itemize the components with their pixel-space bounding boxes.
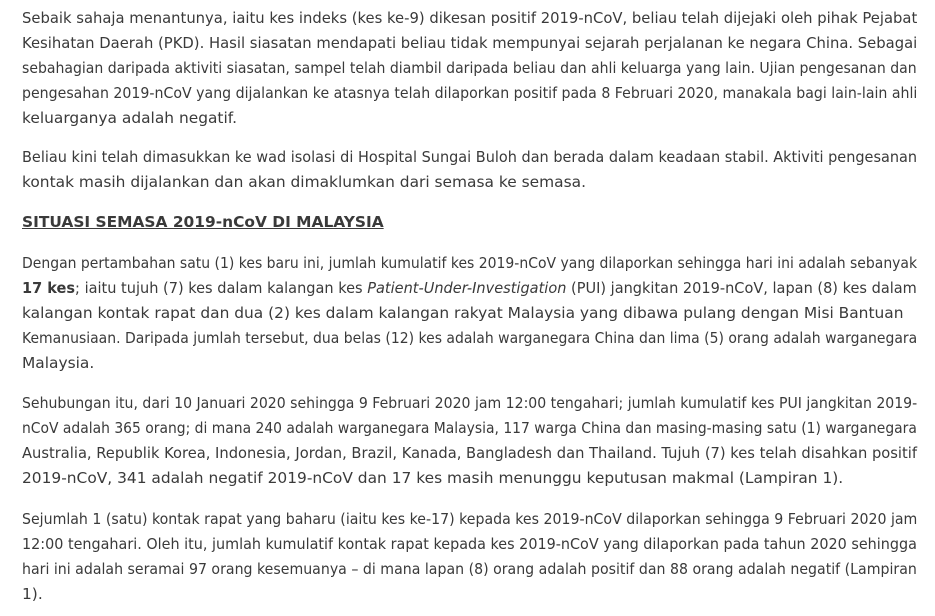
paragraph-pui-summary bbox=[22, 391, 922, 491]
text-line: 2019-nCoV, 341 adalah negatif 2019-nCoV dan 17 kes masih menunggu keputusan makmal (Lampiran 1). bbox=[22, 469, 844, 487]
section-heading-text: SITUASI SEMASA 2019-nCoV DI MALAYSIA bbox=[22, 213, 384, 231]
text-line: nCoV adalah 365 orang; di mana 240 adalah warganegara Malaysia, 117 warga China dan masing-masing satu (1) warganegara bbox=[22, 419, 917, 437]
text-line: Kesihatan Daerah (PKD). Hasil siasatan mendapati beliau tidak mempunyai sejarah perjalanan ke negara China. Sebagai bbox=[22, 34, 918, 52]
text-line: Sejumlah 1 (satu) kontak rapat yang baharu (iaitu kes ke-17) kepada kes 2019-nCoV dilaporkan sehingga 9 Februari 2020 jam bbox=[22, 510, 918, 528]
text-segment: (PUI) jangkitan 2019-nCoV, lapan (8) kes dalam bbox=[566, 279, 917, 297]
paragraph-cumulative-cases bbox=[22, 251, 922, 376]
text-line: Malaysia. bbox=[22, 354, 95, 372]
text-line: Sebaik sahaja menantunya, iaitu kes indeks (kes ke-9) dikesan positif 2019-nCoV, beliau telah dijejaki oleh pihak Pejabat bbox=[22, 9, 918, 27]
paragraph-index-case bbox=[22, 6, 922, 131]
text-line: Beliau kini telah dimasukkan ke wad isolasi di Hospital Sungai Buloh dan berada dalam keadaan stabil. Aktiviti pengesanan bbox=[22, 148, 918, 166]
case-count-bold: 17 kes bbox=[22, 279, 76, 297]
text-line: 12:00 tengahari. Oleh itu, jumlah kumulatif kontak rapat kepada kes 2019-nCoV yang dilaporkan pada tahun 2020 sehingga bbox=[22, 535, 917, 553]
text-line: Sehubungan itu, dari 10 Januari 2020 sehingga 9 Februari 2020 jam 12:00 tengahari; jumlah kumulatif kes PUI jangkitan 2019- bbox=[22, 394, 918, 412]
pui-term-italic: Patient-Under-Investigation bbox=[367, 279, 567, 297]
section-heading bbox=[22, 210, 922, 235]
text-line: pengesahan 2019-nCoV yang dijalankan ke atasnya telah dilaporkan positif pada 8 Februari 2020, manakala bagi lain-lain ahli bbox=[22, 84, 918, 102]
text-line: Australia, Republik Korea, Indonesia, Jordan, Brazil, Kanada, Bangladesh dan Thailand. Tujuh (7) kes telah disahkan positif bbox=[22, 444, 918, 462]
text-line: kalangan kontak rapat dan dua (2) kes dalam kalangan rakyat Malaysia yang dibawa pulang dengan Misi Bantuan bbox=[22, 304, 904, 322]
text-line: keluarganya adalah negatif. bbox=[22, 109, 237, 127]
text-line: Kemanusiaan. Daripada jumlah tersebut, dua belas (12) kes adalah warganegara China dan lima (5) orang adalah warganegara bbox=[22, 329, 918, 347]
text-line: hari ini adalah seramai 97 orang kesemuanya – di mana lapan (8) orang adalah positif dan 88 orang adalah negatif (Lampiran bbox=[22, 560, 917, 578]
text-line: Dengan pertambahan satu (1) kes baru ini, jumlah kumulatif kes 2019-nCoV yang dilaporkan sehingga hari ini adalah sebanyak bbox=[22, 254, 918, 272]
text-segment: ; iaitu tujuh (7) kes dalam kalangan kes bbox=[75, 279, 368, 297]
paragraph-isolation-ward bbox=[22, 145, 922, 195]
text-line: kontak masih dijalankan dan akan dimaklumkan dari semasa ke semasa. bbox=[22, 173, 586, 191]
text-line bbox=[22, 276, 917, 301]
text-line: 1). bbox=[22, 585, 43, 603]
text-line: sebahagian daripada aktiviti siasatan, sampel telah diambil daripada beliau dan ahli keluarga yang lain. Ujian pengesanan dan bbox=[22, 59, 917, 77]
paragraph-close-contacts bbox=[22, 507, 922, 607]
